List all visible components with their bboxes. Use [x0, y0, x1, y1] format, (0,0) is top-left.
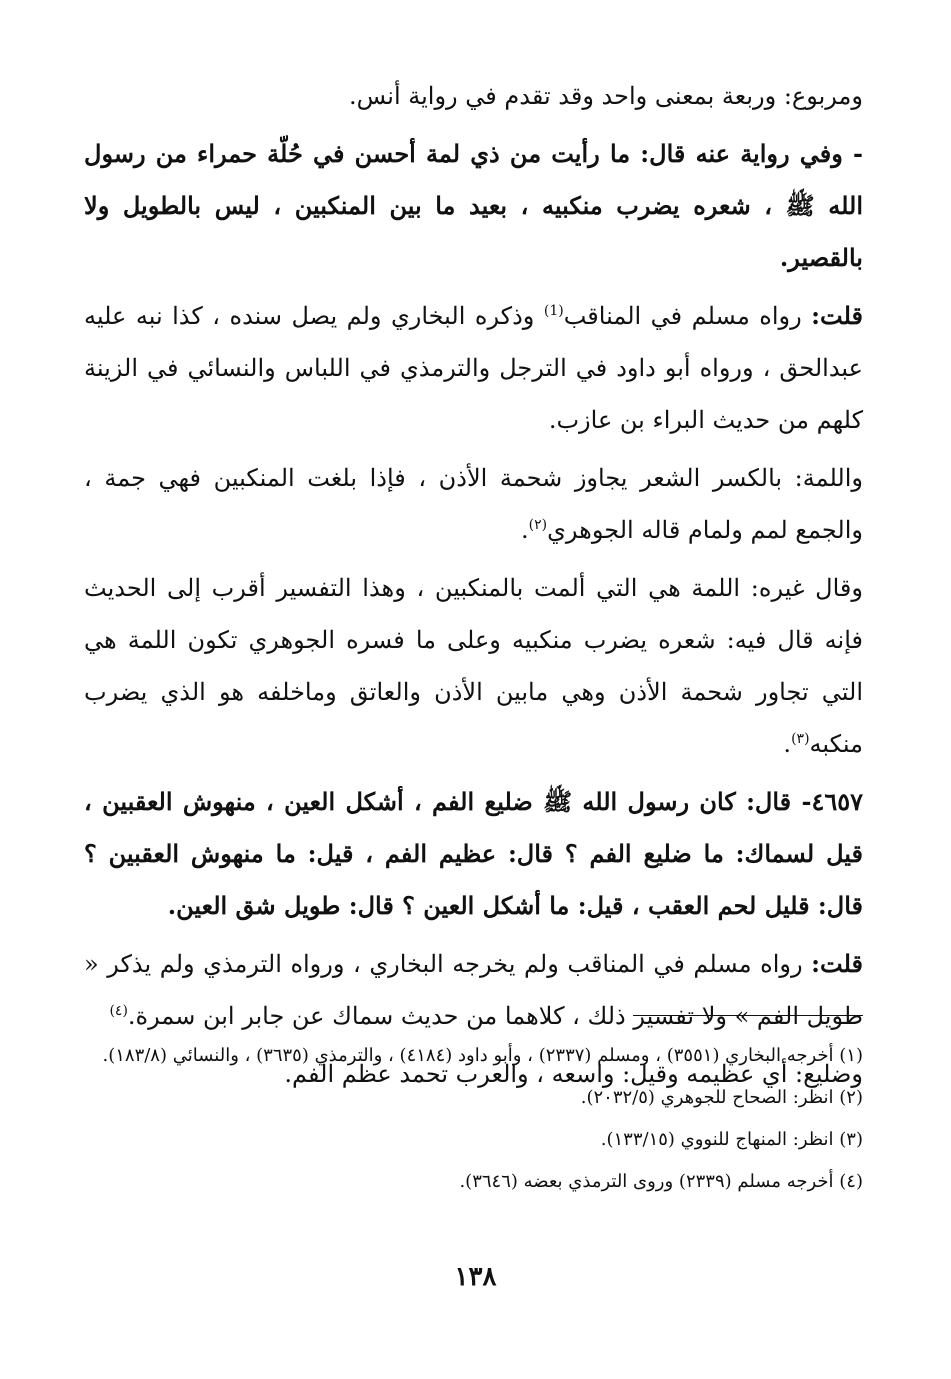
- commentary-text: وذكره البخاري ولم يصل سنده ، كذا نبه عليه عبدالحق ، ورواه أبو داود في الترجل والترمذي في اللباس والنسائي في الزينة كلهم من حديث البراء بن عازب.: [84, 302, 863, 434]
- hadith-narration: - وفي رواية عنه قال: ما رأيت من ذي لمة أحسن في حُلّة حمراء من رسول الله ﷺ ، شعره يضرب منكبيه ، بعيد ما بين المنكبين ، ليس بالطويل ولا بالقصير.: [84, 139, 863, 272]
- footnote-divider: [633, 1015, 863, 1016]
- footnote-ref-3[interactable]: (٣): [791, 731, 810, 747]
- footnote-1: (١) أخرجه البخاري (٣٥٥١) ، ومسلم (٢٣٣٧) ، وأبو داود (٤١٨٤) ، والترمذي (٣٦٣٥) ، والنسائي (١٨٣/٨).: [102, 1045, 863, 1066]
- explanation-paragraph: [84, 562, 863, 770]
- page-body: [84, 70, 863, 1379]
- footnote-2: (٢) انظر: الصحاح للجوهري (٢٠٣٢/٥).: [580, 1087, 863, 1108]
- footnote-ref-1[interactable]: (1): [543, 303, 564, 319]
- footnotes: [84, 1035, 863, 1203]
- footnote-ref-2[interactable]: (٢): [528, 517, 548, 533]
- paragraph-intro: ومربوع: وربعة بمعنى واحد وقد تقدم في رواية أنس.: [349, 82, 863, 110]
- footnote-4: (٤) أخرجه مسلم (٢٣٣٩) وروى الترمذي بعضه (٣٦٤٦).: [459, 1171, 863, 1192]
- explanation-text: .: [783, 730, 792, 758]
- commentary-paragraph-1: [84, 290, 863, 446]
- commentary-lead: قلت:: [811, 949, 863, 978]
- commentary-text: رواه مسلم في المناقب: [563, 302, 812, 330]
- footnote-ref-4[interactable]: (٤): [109, 1003, 128, 1019]
- footnote-3: (٣) انظر: المنهاج للنووي (١٣٣/١٥).: [600, 1129, 863, 1150]
- definition-text: واللمة: بالكسر الشعر يجاوز شحمة الأذن ، فإذا بلغت المنكبين فهي جمة ، والجمع لمم ولمام قاله الجوهري: [84, 464, 863, 544]
- commentary-text: رواه مسلم في المناقب ولم يخرجه البخاري ، ورواه الترمذي ولم يذكر « طويل الفم » ولا تفسير ذلك ، كلاهما من حديث سماك عن جابر ابن سمرة.: [84, 950, 863, 1030]
- commentary-paragraph-2: [84, 938, 863, 1042]
- commentary-lead: قلت:: [811, 301, 864, 330]
- page-number: ١٣٨: [454, 1262, 497, 1292]
- explanation-text: وقال غيره: اللمة هي التي ألمت بالمنكبين ، وهذا التفسير أقرب إلى الحديث فإنه قال فيه: شعره يضرب منكبيه وعلى ما فسره الجوهري تكون اللمة هي التي تجاور شحمة الأذن وهي مابين الأذن والعاتق وماخلفه هو الذي يضرب منكبه: [84, 574, 863, 758]
- definition-text: .: [521, 516, 529, 544]
- definition-paragraph: [84, 452, 863, 556]
- hadith-4657: ٤٦٥٧- قال: كان رسول الله ﷺ ضليع الفم ، أشكل العين ، منهوش العقبين ، قيل لسماك: ما ضليع الفم ؟ قال: عظيم الفم ، قيل: ما منهوش العقبين ؟ قال: قليل لحم العقب ، قيل: ما أشكل العين ؟ قال: طويل شق العين.: [84, 787, 863, 920]
- closing-paragraph: وضليع: أي عظيمه وقيل: واسعه ، والعرب تحمد عظم الفم.: [284, 1060, 863, 1088]
